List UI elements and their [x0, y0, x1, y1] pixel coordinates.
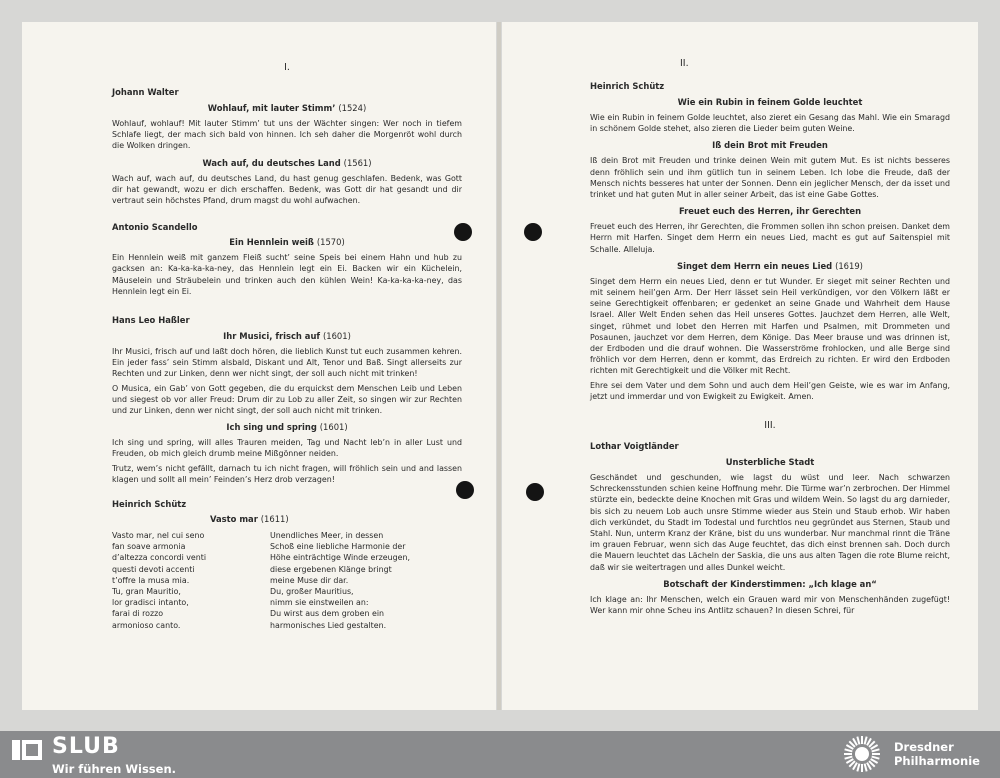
left-page — [22, 22, 496, 710]
page-fold — [497, 22, 501, 710]
song-title: Freuet euch des Herren, ihr Gerechten — [678, 206, 862, 217]
composer-name: Hans Leo Haßler — [112, 315, 190, 326]
song-lyrics: Freuet euch des Herren, ihr Gerechten, die Frommen sollen ihn schon preisen. Danket dem Herrn mit Harfen. Singet dem Herrn ein neues Lied, macht es gut auf Saitenspiel mit Schalle. Alleluja. — [590, 222, 950, 254]
song-title — [112, 422, 462, 432]
song-lyrics — [112, 346, 462, 416]
lyrics-line: Du wirst aus dem groben ein — [270, 609, 385, 619]
lyrics-line: Vasto mar, nel cui seno — [112, 531, 205, 541]
lyrics-paragraph: Trutz, wem’s nicht gefällt, darnach tu ich nicht fragen, will fröhlich sein und and lassen klagen und sollt all mein’ Feinden’s Herz drob verzagen! — [112, 463, 462, 484]
song-title: Iß dein Brot mit Freuden — [712, 140, 828, 151]
lyrics-line: armonioso canto. — [112, 620, 181, 630]
song-lyrics — [590, 276, 950, 402]
lyrics-line: t’offre la musa mia. — [112, 575, 190, 585]
lyrics-paragraph: Ich sing und spring, will alles Trauren meiden, Tag und Nacht leb’n in aller Lust und Freuden, ob mich gleich drumb meine Mißgönner neiden. — [112, 438, 462, 459]
composer-name: Lothar Voigtländer — [590, 441, 679, 452]
lyrics-paragraph: Ihr Musici, frisch auf und laßt doch hören, die lieblich Kunst tut euch zusammen kehren. Ein jeder fass’ sein Stimm alsbald, Diskant und Alt, Tenor und Baß. Singt allerseits zur Rechten und zur Linken, denn wer nicht singt, der soll auch nicht mit trinken! — [112, 347, 462, 379]
lyrics-line: Höhe einträchtige Winde erzeugen, — [270, 553, 411, 563]
song-title — [112, 103, 462, 113]
lyrics-line: Tu, gran Mauritio, — [112, 587, 181, 597]
song-title-text: Wohlauf, mit lauter Stimm’ — [207, 103, 336, 113]
lyrics-paragraph: O Musica, ein Gab’ von Gott gegeben, die du erquickst dem Menschen Leib und Leben und siegest ob vor aller Freud: Drum dir zu Lob zu aller Zeit, so singen wir zur Rechten und zur Linken, denn wer nicht singt, der soll auch nicht mit trinken. — [112, 383, 462, 416]
song-year: (1524) — [338, 103, 367, 113]
song-lyrics: Geschändet und geschunden, wie lagst du wüst und leer. Nach schwarzen Schreckensstunden schien keine Hoffnung mehr. Die Türme war’n zerbrochen. Der Himmel stürzte ein, bedeckte deine Knochen mit Gras und wildem Wein. So lagst du arg darnieder, bis sich zu neuem Lob auch unsre Stimme wieder aus Stein und Staub erhob. Wir haben dich verkündet, du Stadt im Todestal und furchtlos neu gegründet aus Sternen, Staub und Stahl. Nun, unterm Kranz der Kräne, bist du uns wunderbar. Nur manchmal rinnt die Träne im grauen Februar, wenn sich das Auge feuchtet, das dich einst brennen sah. Doch durch die Mauern leuchtet das Lächeln der Saskia, die uns aus alten Tagen die rote Blume reicht, daß wir sie weitertragen und alles Dunkel weicht. — [590, 473, 950, 572]
composer-name: Heinrich Schütz — [112, 499, 187, 510]
binder-hole — [524, 223, 542, 241]
italian-lyrics — [112, 530, 270, 631]
song-year: (1601) — [319, 422, 348, 433]
song-title — [112, 514, 462, 524]
lyrics-line: Unendliches Meer, in dessen — [270, 531, 384, 541]
section-number: II. — [680, 58, 689, 69]
song-year: (1619) — [835, 260, 863, 271]
song-title-text: Ihr Musici, frisch auf — [223, 331, 321, 342]
lyrics-paragraph: Singet dem Herrn ein neues Lied, denn er tut Wunder. Er sieget mit seiner Rechten und mit seinem heil’gen Arm. Der Herr lässet sein Heil verkündigen, vor den Völkern läßt er seine Gerechtigkeit offenbaren; er gedenket an seine Gnade und Wahrheit dem Hause Israel. Aller Welt Enden sehen das Heil unseres Gottes. Jauchzet dem Herren, alle Welt, singet, rühmet und lobet den Herren mit Harfen und Psalmen, mit Drommeten und Posaunen, jauchzet vor dem Herren, dem Könige. Das Meer brause und was drinnen ist, der Erdboden und die drauf wohnen. Die Wasserströme frohlocken, und alle Berge sind fröhlich vor dem Herren, denn er kommt, das Erdreich zu richten. Er wird den Erdboden richten mit Gerechtigkeit und die Völker mit Recht. — [590, 276, 950, 376]
song-title-text: Ein Hennlein weiß — [229, 237, 314, 248]
partner-name[interactable] — [894, 740, 980, 768]
lyrics-paragraph: Ehre sei dem Vater und dem Sohn und auch dem Heil’gen Geiste, wie es war im Anfang, jetzt und immerdar und von Ewigkeit zu Ewigkeit. Amen. — [590, 380, 950, 401]
song-title — [112, 237, 462, 247]
song-title: Unsterbliche Stadt — [725, 457, 815, 468]
song-lyrics: Wohlauf, wohlauf! Mit lauter Stimm’ tut uns der Wächter singen: Wer noch in tiefem Schlafe liegt, der mach sich bald von hinnen. Ich seh daher die Morgenröt wohl durch die Wolken dringen. — [112, 119, 462, 151]
binder-hole — [456, 481, 474, 499]
song-lyrics: Wie ein Rubin in feinem Golde leuchtet, also zieret ein Gesang das Mahl. Wie ein Smaragd in schönem Golde stehet, also zieren die Lieder beim guten Weine. — [590, 113, 950, 134]
song-year: (1570) — [316, 237, 345, 248]
lyrics-line: lor gradisci intanto, — [112, 598, 189, 608]
song-title — [590, 261, 950, 271]
slub-logo-icon — [12, 738, 44, 762]
song-title — [112, 158, 462, 168]
song-title-text: Wach auf, du deutsches Land — [202, 157, 341, 168]
binder-hole — [454, 223, 472, 241]
section-number: I. — [284, 62, 290, 73]
composer-name: Heinrich Schütz — [590, 81, 665, 91]
song-title-text: Vasto mar — [210, 514, 258, 525]
song-lyrics: Wach auf, wach auf, du deutsches Land, du hast genug geschlafen. Bedenk, was Gott dir hat gewandt, wozu er dich erschaffen. Bedenk, was Gott dir hat gesandt und dir vertraut sein höchstes Pfand, drum magst du wohl aufwachen. — [112, 173, 462, 206]
song-title: Wie ein Rubin in feinem Golde leuchtet — [677, 97, 863, 107]
lyrics-line: diese ergebenen Klänge bringt — [270, 564, 392, 574]
footer-bar — [0, 731, 1000, 778]
song-lyrics: Ich klage an: Ihr Menschen, welch ein Grauen ward mir von Menschenhänden zugefügt! Wer kann mir ohne Scheu ins Antlitz schauen? In diesen Schrei, für — [590, 594, 950, 616]
lyrics-line: Schoß eine liebliche Harmonie der — [270, 542, 406, 552]
lyrics-line: nimm sie einstweilen an: — [270, 598, 369, 608]
german-lyrics — [270, 530, 428, 631]
lyrics-line: farai di rozzo — [112, 609, 164, 619]
song-lyrics: Ein Hennlein weiß mit ganzem Fleiß sucht’ seine Speis bei einem Hahn und hub zu gacksen an: Ka-ka-ka-ka-ney, das Hennlein legt ein Ei. Backen wir ein Küchelein, Mäuselein und Sträubelein und trinken auch den kühlen Wein! Ka-ka-ka-ka-ney, das Hennlein legt ein Ei. — [112, 253, 462, 296]
song-title-text: Singet dem Herrn ein neues Lied — [677, 260, 833, 271]
lyrics-line: questi devoti accenti — [112, 564, 195, 574]
lyrics-line: harmonisches Lied gestalten. — [270, 620, 387, 630]
song-title-text: Ich sing und spring — [226, 422, 317, 433]
song-year: (1611) — [260, 514, 289, 525]
song-title: Botschaft der Kinderstimmen: „Ich klage an“ — [663, 578, 877, 589]
section-number: III. — [764, 420, 776, 432]
binder-hole — [526, 483, 544, 501]
slub-name[interactable]: SLUB — [52, 734, 120, 759]
song-lyrics: Iß dein Brot mit Freuden und trinke deinen Wein mit gutem Mut. Es ist nichts besseres denn fröhlich sein und ihm gütlich tun in seinem Leben. Ich lobe die Freude, daß der Mensch nichts besseres hat unter der Sonnen. Denn ein jeglicher Mensch, der da isset und trinket und hat guten Mut in aller seiner Arbeit, das ist eine Gabe Gottes. — [590, 156, 950, 200]
right-page-content — [590, 58, 950, 622]
lyrics-line: fan soave armonia — [112, 542, 186, 552]
song-year: (1601) — [323, 331, 351, 342]
bilingual-lyrics — [112, 530, 462, 631]
lyrics-line: Du, großer Mauritius, — [270, 587, 354, 597]
composer-name: Johann Walter — [112, 87, 179, 97]
partner-name-line: Dresdner — [894, 740, 954, 754]
song-title — [112, 331, 462, 341]
left-page-content — [112, 62, 462, 631]
song-lyrics — [112, 437, 462, 485]
composer-name: Antonio Scandello — [112, 222, 198, 233]
slub-tagline: Wir führen Wissen. — [52, 762, 177, 776]
lyrics-line: meine Muse dir dar. — [270, 575, 349, 585]
lyrics-line: d’altezza concordi venti — [112, 553, 207, 563]
right-page — [502, 22, 978, 710]
partner-name-line: Philharmonie — [894, 754, 980, 768]
philharmonie-logo-icon — [842, 734, 882, 774]
song-year: (1561) — [343, 157, 372, 168]
